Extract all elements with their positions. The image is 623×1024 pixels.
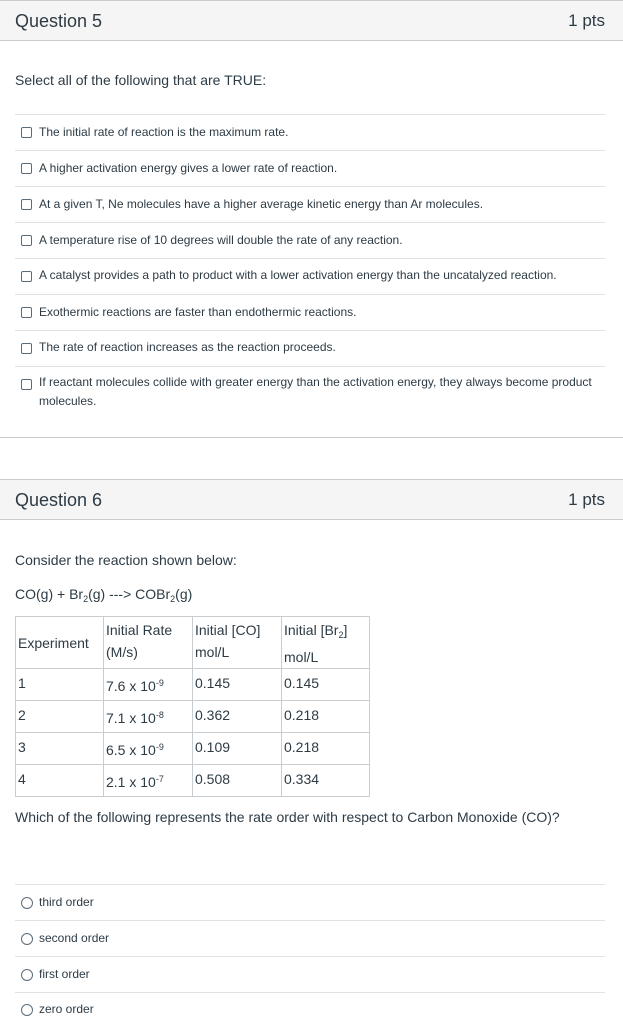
q6-option-4-label: zero order [39,1002,94,1016]
cell-rate: 7.6 x $10^{-9}$ [104,669,193,701]
reaction-part-3: (g) [175,586,193,602]
question-6-intro: Consider the reaction shown below: [15,552,237,568]
question-5-prompt: Select all of the following that are TRUE: [15,72,267,88]
q6-option-3-label: first order [39,967,90,981]
cell-experiment: 3 [16,733,104,765]
q5-option-7-label: The rate of reaction increases as the reaction proceeds. [39,340,336,354]
question-6-points: 1 pts [568,490,605,509]
question-5-points: 1 pts [568,11,605,30]
cell-co: 0.508 [193,765,282,797]
cell-co: 0.109 [193,733,282,765]
reaction-sub-2: 2 [170,594,176,604]
q5-option-2-label: A higher activation energy gives a lower rate of reaction. [39,161,338,175]
cell-rate: 6.5 x $10^{-9}$ [104,733,193,765]
q5-option-8-label: If reactant molecules collide with greater energy than the activation energy, they always become product molecules. [39,375,592,408]
q5-option-3[interactable] [15,186,605,222]
cell-br2: 0.334 [282,765,370,797]
checkbox-icon[interactable] [21,127,32,138]
cell-rate: 2.1 x $10^{-7}$ [104,765,193,797]
q5-option-1-label: The initial rate of reaction is the maximum rate. [39,125,289,139]
cell-experiment: 1 [16,669,104,701]
cell-br2: 0.218 [282,701,370,733]
q6-option-1-label: third order [39,895,94,909]
q5-option-7[interactable] [15,330,605,366]
cell-br2: 0.218 [282,733,370,765]
header-initial-co: Initial [CO] mol/L [193,617,282,669]
checkbox-icon[interactable] [21,307,32,318]
q6-option-2-label: second order [39,931,110,945]
radio-icon[interactable] [21,1004,33,1016]
cell-experiment: 2 [16,701,104,733]
radio-icon[interactable] [21,897,33,909]
cell-co: 0.362 [193,701,282,733]
q5-option-6-label: Exothermic reactions are faster than endothermic reactions. [39,305,357,319]
question-6-title: Question 6 [15,490,103,510]
q5-option-3-label: At a given T, Ne molecules have a higher average kinetic energy than Ar molecules. [39,197,484,211]
radio-icon[interactable] [21,933,33,945]
question-5-header [0,0,623,41]
radio-icon[interactable] [21,969,33,981]
reaction-part-1: CO(g) + Br [15,586,84,602]
checkbox-icon[interactable] [21,343,32,354]
table-row [16,765,370,797]
header-initial-rate: Initial Rate (M/s) [104,617,193,669]
reaction-part-2: (g) ---> COBr [88,586,171,602]
question-6-prompt: Which of the following represents the rate order with respect to Carbon Monoxide (CO)? [15,809,560,825]
q6-option-second-order[interactable] [15,920,605,956]
table-row [16,701,370,733]
header-initial-br2: Initial $[Br_2]$ mol/L [282,617,370,669]
table-row [16,669,370,701]
rate-data-table [15,616,370,797]
checkbox-icon[interactable] [21,199,32,210]
q6-option-third-order[interactable] [15,884,605,920]
reaction-sub-1: 2 [83,594,89,604]
q5-option-4[interactable] [15,222,605,258]
cell-br2: 0.145 [282,669,370,701]
question-6-header [0,479,623,520]
checkbox-icon[interactable] [21,271,32,282]
checkbox-icon[interactable] [21,235,32,246]
q5-option-4-label: A temperature rise of 10 degrees will double the rate of any reaction. [39,233,403,247]
question-separator [0,437,623,438]
reaction-equation [15,586,192,604]
cell-co: 0.145 [193,669,282,701]
question-5-title: Question 5 [15,11,103,31]
q5-option-8[interactable] [15,366,605,416]
q5-option-6[interactable] [15,294,605,330]
checkbox-icon[interactable] [21,379,32,390]
table-row [16,733,370,765]
q5-option-1[interactable] [15,114,605,150]
q5-option-2[interactable] [15,150,605,186]
cell-experiment: 4 [16,765,104,797]
table-header-row [16,617,370,669]
q6-option-zero-order[interactable] [15,992,605,1024]
q5-option-5-label: A catalyst provides a path to product with a lower activation energy than the uncatalyzed reaction. [39,268,557,282]
checkbox-icon[interactable] [21,163,32,174]
header-experiment: Experiment [16,617,104,669]
cell-rate: 7.1 x $10^{-8}$ [104,701,193,733]
q5-option-5[interactable] [15,258,605,294]
q6-option-first-order[interactable] [15,956,605,992]
